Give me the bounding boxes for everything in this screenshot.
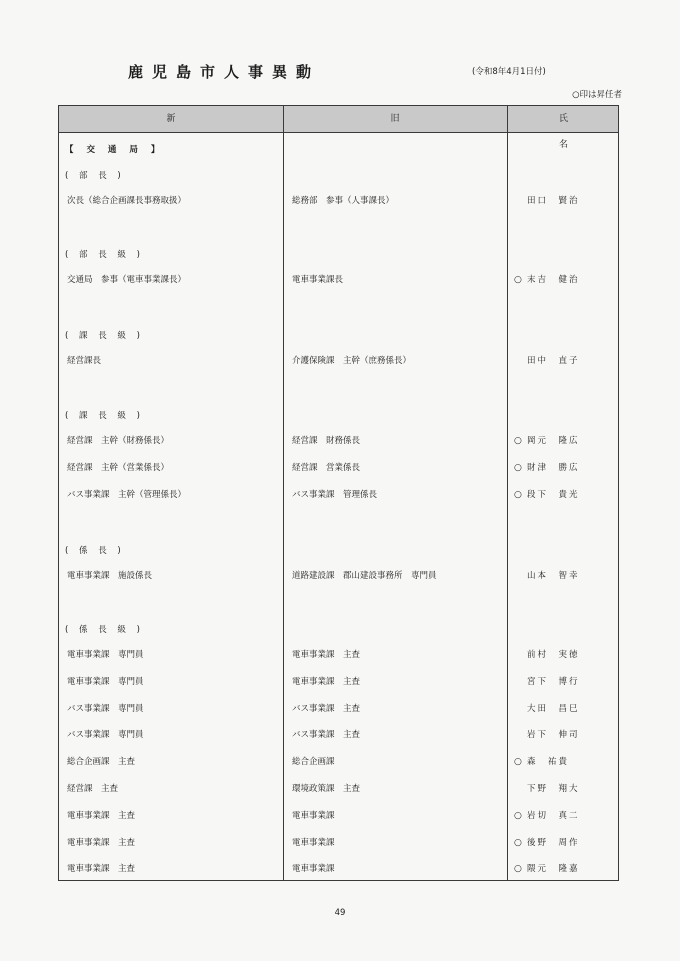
table-row [59,569,618,583]
section-heading [59,623,618,637]
new-position-cell: 経営課 主幹（財務係長） [67,436,170,446]
section-label: ( 部 長 ) [65,171,125,181]
person-name-cell: 岡元 隆広 [527,436,580,446]
table-row [59,461,618,475]
new-position-cell: 電車事業課 主査 [67,810,136,821]
old-position-cell: 電車事業課 [292,864,335,875]
old-position-cell: バス事業課 主査 [292,730,361,741]
person-name-cell: 財津 勝広 [527,462,580,473]
section-heading [59,248,618,262]
old-position-cell: 総務部 参事（人事課長） [292,196,395,206]
person-name-cell: 岩切 真二 [527,810,580,821]
table-row [59,434,618,448]
new-position-cell: バス事業課 専門員 [67,730,144,741]
table-row [59,488,618,502]
new-position-cell: 経営課 主査 [67,784,119,794]
table-row [59,194,618,208]
new-position-cell: 電車事業課 専門員 [67,676,144,687]
person-name-cell: 後野 周作 [527,837,580,848]
old-position-cell: 経営課 営業係長 [292,462,361,473]
old-position-cell: 電車事業課 主査 [292,676,361,687]
person-name-cell: 山本 智幸 [527,571,580,581]
old-position-cell: 経営課 財務係長 [292,436,361,446]
promotion-mark: ○ [514,810,522,821]
promotion-mark: ○ [514,864,522,875]
table-row [59,675,618,689]
column-header-old: 旧 [390,114,400,124]
new-position-cell: 経営課 主幹（営業係長） [67,462,170,473]
new-position-cell: バス事業課 専門員 [67,703,144,714]
old-position-cell: 環境政策課 主査 [292,784,361,794]
new-position-cell: バス事業課 主幹（管理係長） [67,489,187,500]
person-name-cell: 隈元 隆嘉 [527,864,580,875]
person-name-cell: 森 祐貴 [527,757,570,768]
column-header-new: 新 [166,114,176,124]
person-name-cell: 田口 賢治 [527,196,580,206]
page-number: 49 [334,908,346,918]
new-position-cell: 総合企画課 主査 [67,757,136,768]
section-label: ( 係 長 級 ) [65,625,144,635]
promotion-mark: ○ [514,462,522,473]
old-position-cell: 道路建設課 郡山建設事務所 専門員 [292,571,437,581]
table-row [59,836,618,850]
section-heading [59,169,618,183]
promotion-note: ○印は昇任者 [572,90,622,100]
page-title: 鹿児島市人事異動 [128,63,321,81]
old-position-cell: 電車事業課長 [292,275,344,285]
new-position-cell: 電車事業課 主査 [67,837,136,848]
old-position-cell: 電車事業課 [292,837,335,848]
old-position-cell: 総合企画課 [292,757,335,768]
effective-date: (令和8年4月1日付) [472,67,546,77]
old-position-cell: バス事業課 主査 [292,703,361,714]
old-position-cell: 電車事業課 [292,810,335,821]
personnel-table [58,105,653,881]
new-position-cell: 電車事業課 専門員 [67,650,144,660]
promotion-mark: ○ [514,837,522,848]
section-label: ( 係 長 ) [65,546,125,556]
department-heading [59,143,618,157]
person-name-cell: 前村 実徳 [527,650,580,660]
table-row [59,354,618,368]
new-position-cell: 経営課長 [67,356,102,366]
promotion-mark: ○ [514,275,522,285]
new-position-cell: 電車事業課 主査 [67,864,136,875]
promotion-mark: ○ [514,489,522,500]
old-position-cell: 電車事業課 主査 [292,650,361,660]
person-name-cell: 大田 昌巳 [527,703,580,714]
new-position-cell: 次長（総合企画課長事務取扱） [67,196,187,206]
person-name-cell: 段下 貴光 [527,489,580,500]
new-position-cell: 電車事業課 施設係長 [67,571,153,581]
table-row [59,809,618,823]
column-header-name: 氏 名 [558,114,653,150]
person-name-cell: 末吉 健治 [527,275,580,285]
section-heading [59,329,618,343]
person-name-cell: 田中 直子 [527,356,580,366]
table-row [59,728,618,742]
section-heading [59,544,618,558]
person-name-cell: 下野 翔大 [527,784,580,794]
new-position-cell: 交通局 参事（電車事業課長） [67,275,187,285]
old-position-cell: 介護保険課 主幹（庶務係長） [292,356,412,366]
section-label: ( 部 長 級 ) [65,250,144,260]
table-row [59,273,618,287]
table-row [59,862,618,876]
promotion-mark: ○ [514,757,522,768]
section-label: ( 課 長 級 ) [65,331,144,341]
section-heading [59,409,618,423]
table-row [59,755,618,769]
person-name-cell: 岩下 伸司 [527,730,580,741]
person-name-cell: 宮下 博行 [527,676,580,687]
promotion-mark: ○ [514,436,522,446]
department-label: 【 交 通 局 】 [65,145,165,155]
table-row [59,702,618,716]
section-label: ( 課 長 級 ) [65,411,144,421]
table-row [59,648,618,662]
table-row [59,782,618,796]
old-position-cell: バス事業課 管理係長 [292,489,378,500]
